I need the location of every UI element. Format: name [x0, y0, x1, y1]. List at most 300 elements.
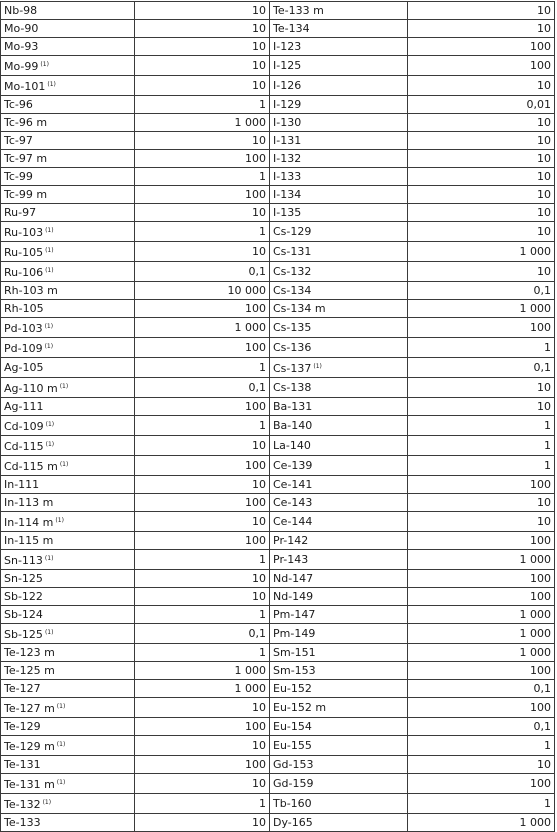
value-cell	[408, 814, 555, 832]
value-cell	[408, 2, 555, 20]
table-row	[1, 2, 555, 20]
footnote-marker: (1)	[44, 343, 54, 350]
nuclide-cell-text: Tb-160	[273, 797, 312, 810]
value-cell-text: 1	[259, 361, 266, 374]
nuclide-cell	[1, 456, 135, 476]
nuclide-cell-text: I-133	[273, 170, 302, 183]
nuclide-cell-text: Tc-99	[4, 170, 33, 183]
value-cell-text: 1	[259, 170, 266, 183]
footnote-marker: (1)	[42, 799, 52, 806]
value-cell-text: 0,1	[248, 627, 266, 640]
table-row	[1, 550, 555, 570]
value-cell	[135, 756, 270, 774]
value-cell	[135, 2, 270, 20]
nuclide-cell	[270, 570, 408, 588]
nuclide-cell-text: Te-123 m	[4, 646, 55, 659]
value-cell-text: 10	[252, 739, 266, 752]
value-cell-text: 100	[245, 302, 266, 315]
footnote-marker: (1)	[59, 461, 69, 468]
table-row	[1, 318, 555, 338]
nuclide-cell	[270, 588, 408, 606]
nuclide-cell-text: Cs-134	[273, 284, 312, 297]
footnote-marker: (1)	[59, 383, 69, 390]
value-cell-text: 1 000	[234, 664, 266, 677]
value-cell-text: 100	[530, 40, 551, 53]
value-cell	[408, 242, 555, 262]
value-cell	[408, 570, 555, 588]
footnote-marker: (1)	[45, 247, 54, 254]
value-cell-text: 1	[544, 459, 551, 472]
value-cell-text: 1	[259, 797, 266, 810]
table-row	[1, 476, 555, 494]
value-cell-text: 0,1	[533, 720, 551, 733]
nuclide-cell-text: Pm-149	[273, 627, 316, 640]
nuclide-cell-text: Tc-96	[4, 98, 33, 111]
nuclide-cell	[1, 378, 135, 398]
value-cell	[135, 132, 270, 150]
value-cell-text: 10	[252, 701, 266, 714]
nuclide-cell	[270, 814, 408, 832]
value-cell-text: 10	[252, 777, 266, 790]
nuclide-cell-text: I-131	[273, 134, 302, 147]
value-cell	[135, 222, 270, 242]
nuclide-cell	[1, 204, 135, 222]
nuclide-cell-text: Sm-153	[273, 664, 316, 677]
nuclide-cell-text: Ru-105	[4, 246, 44, 259]
nuclide-cell	[270, 242, 408, 262]
value-cell-text: 10	[537, 206, 551, 219]
value-cell	[135, 56, 270, 76]
footnote-marker: (1)	[45, 267, 54, 274]
nuclide-cell	[1, 398, 135, 416]
table-row	[1, 588, 555, 606]
value-cell	[135, 76, 270, 96]
nuclide-cell-text: Te-134	[273, 22, 310, 35]
nuclide-table-body	[1, 2, 555, 832]
value-cell	[408, 436, 555, 456]
value-cell-text: 100	[245, 758, 266, 771]
nuclide-cell	[270, 398, 408, 416]
nuclide-cell	[270, 606, 408, 624]
value-cell	[408, 56, 555, 76]
nuclide-cell-text: Sb-122	[4, 590, 43, 603]
nuclide-cell	[1, 20, 135, 38]
value-cell	[408, 550, 555, 570]
value-cell-text: 10	[537, 116, 551, 129]
nuclide-cell-text: Cs-134 m	[273, 302, 326, 315]
nuclide-cell-text: Te-127	[4, 682, 41, 695]
nuclide-cell	[270, 114, 408, 132]
nuclide-cell-text: Cd-115	[4, 440, 44, 453]
value-cell	[408, 680, 555, 698]
value-cell-text: 100	[245, 534, 266, 547]
nuclide-cell	[270, 476, 408, 494]
nuclide-cell	[270, 494, 408, 512]
footnote-marker: (1)	[44, 323, 54, 330]
table-row	[1, 814, 555, 832]
value-cell	[408, 698, 555, 718]
value-cell-text: 1	[544, 341, 551, 354]
nuclide-cell	[1, 588, 135, 606]
footnote-marker: (1)	[47, 81, 56, 88]
footnote-marker: (1)	[45, 441, 55, 448]
footnote-marker: (1)	[44, 555, 54, 562]
nuclide-cell-text: Pd-109	[4, 342, 43, 355]
nuclide-cell	[1, 2, 135, 20]
value-cell-text: 0,1	[533, 682, 551, 695]
table-row	[1, 378, 555, 398]
value-cell-text: 1 000	[234, 682, 266, 695]
nuclide-cell-text: Rh-103 m	[4, 284, 58, 297]
nuclide-cell	[270, 20, 408, 38]
nuclide-cell	[1, 680, 135, 698]
nuclide-cell-text: Pr-143	[273, 553, 309, 566]
value-cell	[408, 606, 555, 624]
footnote-marker: (1)	[45, 227, 54, 234]
nuclide-cell	[270, 168, 408, 186]
nuclide-cell	[1, 718, 135, 736]
value-cell-text: 1 000	[519, 302, 551, 315]
value-cell-text: 100	[245, 400, 266, 413]
value-cell	[408, 662, 555, 680]
nuclide-cell-text: Tc-97 m	[4, 152, 48, 165]
table-row	[1, 398, 555, 416]
nuclide-cell	[270, 662, 408, 680]
value-cell	[135, 20, 270, 38]
value-cell-text: 10	[537, 265, 551, 278]
nuclide-cell-text: Ce-139	[273, 459, 313, 472]
nuclide-cell-text: I-129	[273, 98, 302, 111]
nuclide-cell-text: Te-133	[4, 816, 41, 829]
nuclide-cell-text: Eu-155	[273, 739, 312, 752]
nuclide-cell-text: Gd-153	[273, 758, 314, 771]
footnote-marker: (1)	[44, 629, 54, 636]
nuclide-cell-text: Ce-141	[273, 478, 313, 491]
value-cell-text: 0,1	[533, 361, 551, 374]
value-cell-text: 0,1	[248, 381, 266, 394]
value-cell	[135, 38, 270, 56]
table-row	[1, 680, 555, 698]
table-row	[1, 262, 555, 282]
value-cell	[408, 378, 555, 398]
nuclide-cell-text: Cs-137	[273, 362, 312, 375]
value-cell-text: 10	[537, 4, 551, 17]
nuclide-cell-text: I-125	[273, 59, 302, 72]
value-cell	[408, 476, 555, 494]
nuclide-cell	[1, 644, 135, 662]
value-cell	[135, 318, 270, 338]
nuclide-cell-text: Cd-115 m	[4, 460, 58, 473]
value-cell	[408, 774, 555, 794]
value-cell	[135, 242, 270, 262]
nuclide-cell-text: Nd-147	[273, 572, 314, 585]
nuclide-cell	[1, 624, 135, 644]
value-cell-text: 1	[544, 797, 551, 810]
nuclide-cell-text: Te-131 m	[4, 778, 55, 791]
value-cell-text: 10	[537, 758, 551, 771]
nuclide-cell	[270, 718, 408, 736]
nuclide-cell-text: Sn-125	[4, 572, 43, 585]
nuclide-cell	[270, 38, 408, 56]
value-cell-text: 10	[252, 79, 266, 92]
value-cell-text: 100	[530, 478, 551, 491]
nuclide-cell	[1, 532, 135, 550]
value-cell-text: 0,01	[526, 98, 551, 111]
value-cell	[408, 718, 555, 736]
nuclide-cell	[1, 222, 135, 242]
value-cell-text: 10	[537, 400, 551, 413]
nuclide-cell-text: Te-132	[4, 798, 41, 811]
footnote-marker: (1)	[56, 741, 66, 748]
footnote-marker: (1)	[56, 703, 66, 710]
nuclide-cell	[270, 96, 408, 114]
nuclide-cell	[1, 114, 135, 132]
value-cell	[135, 550, 270, 570]
table-row	[1, 698, 555, 718]
value-cell-text: 100	[245, 496, 266, 509]
value-cell-text: 10 000	[227, 284, 266, 297]
nuclide-cell-text: In-111	[4, 478, 40, 491]
value-cell-text: 1	[259, 98, 266, 111]
value-cell	[408, 132, 555, 150]
value-cell	[408, 76, 555, 96]
value-cell	[135, 698, 270, 718]
nuclide-cell-text: Pr-142	[273, 534, 309, 547]
table-row	[1, 150, 555, 168]
value-cell-text: 1	[259, 419, 266, 432]
nuclide-cell	[270, 456, 408, 476]
value-cell	[408, 168, 555, 186]
value-cell	[135, 512, 270, 532]
value-cell	[135, 456, 270, 476]
nuclide-cell-text: Cs-138	[273, 381, 312, 394]
footnote-marker: (1)	[40, 61, 49, 68]
nuclide-cell	[270, 150, 408, 168]
nuclide-cell-text: Ru-97	[4, 206, 37, 219]
nuclide-cell	[270, 736, 408, 756]
value-cell-text: 10	[252, 4, 266, 17]
nuclide-cell-text: Te-127 m	[4, 702, 55, 715]
nuclide-cell-text: Pd-103	[4, 322, 43, 335]
value-cell	[135, 300, 270, 318]
nuclide-cell-text: Dy-165	[273, 816, 313, 829]
value-cell	[408, 736, 555, 756]
nuclide-cell-text: Eu-152 m	[273, 701, 327, 714]
value-cell-text: 100	[245, 188, 266, 201]
nuclide-cell	[1, 512, 135, 532]
value-cell-text: 10	[252, 572, 266, 585]
value-cell-text: 1 000	[519, 816, 551, 829]
nuclide-cell	[270, 624, 408, 644]
table-row	[1, 644, 555, 662]
nuclide-cell-text: I-123	[273, 40, 302, 53]
table-row	[1, 242, 555, 262]
nuclide-cell-text: Te-125 m	[4, 664, 55, 677]
value-cell	[408, 416, 555, 436]
nuclide-cell-text: In-113 m	[4, 496, 54, 509]
value-cell	[135, 736, 270, 756]
value-cell-text: 100	[530, 664, 551, 677]
table-row	[1, 222, 555, 242]
value-cell-text: 100	[530, 777, 551, 790]
nuclide-cell-text: Tc-97	[4, 134, 33, 147]
nuclide-cell-text: Sb-124	[4, 608, 43, 621]
value-cell-text: 100	[530, 321, 551, 334]
nuclide-cell-text: Te-129 m	[4, 740, 55, 753]
value-cell-text: 10	[537, 515, 551, 528]
value-cell	[135, 718, 270, 736]
nuclide-cell	[1, 794, 135, 814]
value-cell	[135, 494, 270, 512]
value-cell	[408, 398, 555, 416]
nuclide-cell-text: Nb-98	[4, 4, 38, 17]
value-cell	[135, 476, 270, 494]
value-cell	[408, 186, 555, 204]
nuclide-cell-text: Cd-109	[4, 420, 44, 433]
nuclide-cell-text: Ba-131	[273, 400, 313, 413]
value-cell-text: 100	[245, 152, 266, 165]
table-row	[1, 132, 555, 150]
nuclide-cell-text: Ce-144	[273, 515, 313, 528]
value-cell-text: 10	[537, 22, 551, 35]
value-cell	[408, 262, 555, 282]
value-cell	[408, 624, 555, 644]
value-cell	[408, 358, 555, 378]
value-cell	[408, 114, 555, 132]
value-cell-text: 1 000	[234, 116, 266, 129]
value-cell-text: 1 000	[519, 553, 551, 566]
value-cell	[408, 456, 555, 476]
value-cell	[408, 532, 555, 550]
nuclide-cell-text: Mo-101	[4, 80, 46, 93]
nuclide-cell-text: Ce-143	[273, 496, 313, 509]
value-cell	[135, 114, 270, 132]
nuclide-cell	[1, 96, 135, 114]
nuclide-cell	[1, 132, 135, 150]
value-cell	[135, 774, 270, 794]
value-cell	[408, 38, 555, 56]
table-row	[1, 186, 555, 204]
nuclide-cell	[270, 222, 408, 242]
nuclide-cell	[270, 300, 408, 318]
nuclide-cell	[270, 76, 408, 96]
nuclide-cell	[270, 204, 408, 222]
nuclide-cell	[1, 494, 135, 512]
nuclide-cell	[1, 358, 135, 378]
value-cell-text: 10	[252, 515, 266, 528]
nuclide-cell	[1, 168, 135, 186]
nuclide-cell	[270, 698, 408, 718]
nuclide-cell	[270, 416, 408, 436]
value-cell	[408, 794, 555, 814]
nuclide-cell	[1, 698, 135, 718]
nuclide-cell	[1, 756, 135, 774]
value-cell	[135, 204, 270, 222]
value-cell-text: 0,1	[533, 284, 551, 297]
value-cell-text: 100	[530, 534, 551, 547]
nuclide-cell	[270, 262, 408, 282]
nuclide-cell	[270, 186, 408, 204]
value-cell	[135, 680, 270, 698]
nuclide-cell	[1, 662, 135, 680]
nuclide-cell	[1, 56, 135, 76]
value-cell	[135, 662, 270, 680]
nuclide-cell-text: Ru-103	[4, 226, 44, 239]
nuclide-cell	[1, 338, 135, 358]
value-cell-text: 0,1	[248, 265, 266, 278]
table-row	[1, 494, 555, 512]
nuclide-cell	[270, 644, 408, 662]
value-cell-text: 100	[530, 59, 551, 72]
value-cell-text: 1	[544, 439, 551, 452]
table-row	[1, 96, 555, 114]
value-cell	[135, 794, 270, 814]
nuclide-cell-text: I-134	[273, 188, 302, 201]
table-row	[1, 20, 555, 38]
table-row	[1, 718, 555, 736]
value-cell	[135, 570, 270, 588]
value-cell-text: 1	[259, 553, 266, 566]
value-cell-text: 10	[252, 816, 266, 829]
table-row	[1, 606, 555, 624]
nuclide-cell	[1, 262, 135, 282]
table-row	[1, 756, 555, 774]
value-cell-text: 10	[537, 170, 551, 183]
nuclide-cell	[270, 512, 408, 532]
nuclide-cell-text: Cs-135	[273, 321, 312, 334]
nuclide-cell	[270, 436, 408, 456]
value-cell-text: 10	[252, 134, 266, 147]
value-cell	[408, 300, 555, 318]
nuclide-cell-text: I-130	[273, 116, 302, 129]
value-cell	[408, 150, 555, 168]
nuclide-cell-text: Eu-154	[273, 720, 312, 733]
table-row	[1, 338, 555, 358]
value-cell-text: 100	[530, 701, 551, 714]
table-row	[1, 436, 555, 456]
table-row	[1, 300, 555, 318]
nuclide-cell	[1, 570, 135, 588]
footnote-marker: (1)	[55, 517, 64, 524]
nuclide-cell-text: Cs-131	[273, 245, 312, 258]
value-cell-text: 100	[530, 590, 551, 603]
value-cell-text: 100	[245, 459, 266, 472]
nuclide-cell-text: Gd-159	[273, 777, 314, 790]
value-cell	[135, 814, 270, 832]
table-row	[1, 168, 555, 186]
table-row	[1, 532, 555, 550]
value-cell-text: 10	[537, 188, 551, 201]
nuclide-cell-text: I-126	[273, 79, 302, 92]
nuclide-cell-text: Te-131	[4, 758, 41, 771]
nuclide-cell	[1, 606, 135, 624]
table-row	[1, 56, 555, 76]
nuclide-cell-text: Tc-96 m	[4, 116, 48, 129]
nuclide-cell-text: La-140	[273, 439, 311, 452]
value-cell	[135, 186, 270, 204]
footnote-marker: (1)	[313, 363, 322, 370]
nuclide-cell	[270, 550, 408, 570]
nuclide-cell	[1, 38, 135, 56]
nuclide-cell	[270, 378, 408, 398]
value-cell-text: 1 000	[519, 646, 551, 659]
nuclide-cell	[1, 774, 135, 794]
nuclide-cell-text: Ag-111	[4, 400, 44, 413]
nuclide-cell-text: I-135	[273, 206, 302, 219]
nuclide-cell	[270, 2, 408, 20]
value-cell	[135, 150, 270, 168]
nuclide-cell	[270, 56, 408, 76]
